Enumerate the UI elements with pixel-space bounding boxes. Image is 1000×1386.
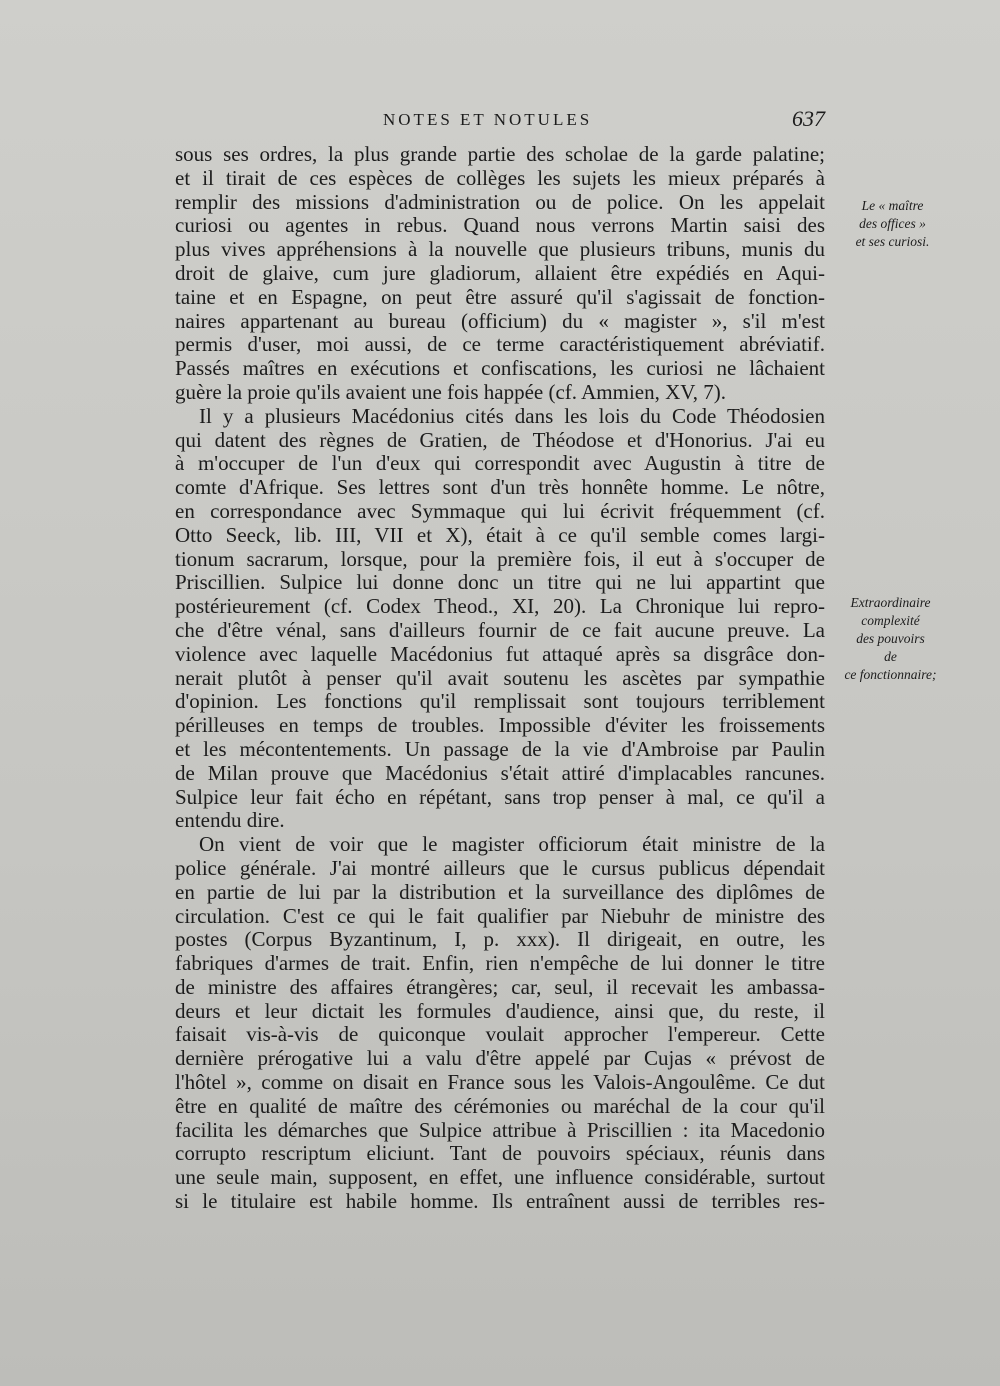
text-line: entendu dire.: [175, 808, 285, 833]
text-line: nerait plutôt à penser qu'il avait soutenu les ascètes par sympathie: [175, 665, 825, 690]
text-line: Priscillien. Sulpice lui donne donc un titre qui ne lui appartint que: [175, 570, 825, 595]
text-line: permis d'user, moi aussi, de ce terme caractéristiquement abréviatif.: [175, 332, 825, 357]
text-line: faisait vis-à-vis de quiconque voulait approcher l'empereur. Cette: [175, 1022, 825, 1047]
text-line: périlleuses en temps de troubles. Impossible d'éviter les froissements: [175, 713, 825, 738]
text-line: curiosi ou agentes in rebus. Quand nous verrons Martin saisi des: [175, 213, 825, 238]
margin-note-maitre-des-offices: [830, 197, 955, 251]
text-line: Il y a plusieurs Macédonius cités dans les lois du Code Théodosien: [199, 403, 825, 428]
margin-note-line: complexité: [861, 613, 920, 628]
text-line: être en qualité de maître des cérémonies ou maréchal de la cour qu'il: [175, 1093, 825, 1118]
text-line: et il tirait de ces espèces de collèges les sujets les mieux préparés à: [175, 165, 825, 190]
margin-note-line: Le « maître: [861, 198, 924, 213]
text-line: de Milan prouve que Macédonius s'était attiré d'implacables rancunes.: [175, 760, 825, 785]
text-line: et les mécontentements. Un passage de la vie d'Ambroise par Paulin: [175, 736, 825, 761]
text-line: Otto Seeck, lib. III, VII et X), était à ce qu'il semble comes largi-: [175, 522, 825, 547]
margin-note-line: des pouvoirs: [856, 631, 925, 646]
page-header: [175, 106, 825, 136]
text-line: si le titulaire est habile homme. Ils entraînent aussi de terribles res-: [175, 1189, 825, 1214]
text-line: che d'être vénal, sans d'ailleurs fournir de ce fait aucune preuve. La: [175, 617, 825, 642]
text-line: dernière prérogative lui a valu d'être appelé par Cujas « prévost de: [175, 1046, 825, 1071]
text-line: postes (Corpus Byzantinum, I, p. xxx). Il dirigeait, en outre, les: [175, 927, 825, 952]
text-line: Passés maîtres en exécutions et confiscations, les curiosi ne lâchaient: [175, 356, 825, 381]
text-line: à m'occuper de l'un d'eux qui correspondit avec Augustin à titre de: [175, 451, 825, 476]
margin-note-line: ce fonctionnaire;: [844, 667, 937, 682]
margin-note-line: des offices »: [859, 216, 926, 231]
text-line: plus vives appréhensions à la nouvelle que plusieurs tribuns, munis du: [175, 237, 825, 262]
text-line: l'hôtel », comme on disait en France sous les Valois-Angoulême. Ce dut: [175, 1070, 825, 1095]
text-line: police générale. J'ai montré ailleurs que le cursus publicus dépendait: [175, 855, 825, 880]
running-title: NOTES ET NOTULES: [383, 110, 593, 129]
text-line: de ministre des affaires étrangères; car, seul, il recevait les ambassa-: [175, 974, 825, 999]
text-line: en partie de lui par la distribution et la surveillance des diplômes de: [175, 879, 825, 904]
text-line: violence avec laquelle Macédonius fut attaqué après sa disgrâce don-: [175, 641, 825, 666]
text-line: d'opinion. Les fonctions qu'il remplissait sont toujours terriblement: [175, 689, 825, 714]
text-line: naires appartenant au bureau (officium) du « magister », s'il m'est: [175, 308, 825, 333]
text-line: comte d'Afrique. Ses lettres sont d'un très honnête homme. Le nôtre,: [175, 475, 825, 500]
text-line: sous ses ordres, la plus grande partie des scholae de la garde palatine;: [175, 142, 825, 166]
text-line: qui datent des règnes de Gratien, de Théodose et d'Honorius. J'ai eu: [175, 427, 825, 452]
text-line: tionum sacrarum, lorsque, pour la première fois, il eut à s'occuper de: [175, 546, 825, 571]
body-text: [175, 143, 825, 1214]
text-line: droit de glaive, cum jure gladiorum, allaient être expédiés en Aqui-: [175, 260, 825, 285]
text-line: Sulpice leur fait écho en répétant, sans trop penser à mal, ce qu'il a: [175, 784, 825, 809]
margin-note-line: Extraordinaire: [850, 595, 931, 610]
text-line: corrupto rescriptum eliciunt. Tant de pouvoirs spéciaux, réunis dans: [175, 1141, 825, 1166]
text-line: deurs et leur dictait les formules d'audience, ainsi que, du reste, il: [175, 998, 825, 1023]
margin-note-line: de: [884, 649, 897, 664]
text-line: en correspondance avec Symmaque qui lui écrivit fréquemment (cf.: [175, 498, 825, 523]
text-line: postérieurement (cf. Codex Theod., XI, 20). La Chronique lui repro-: [175, 594, 825, 619]
text-line: On vient de voir que le magister officiorum était ministre de la: [199, 832, 825, 857]
page-number: 637: [792, 106, 825, 131]
text-line: fabriques d'armes de trait. Enfin, rien n'empêche de lui donner le titre: [175, 951, 825, 976]
margin-note-line: et ses curiosi.: [855, 234, 930, 249]
text-line: facilita les démarches que Sulpice attribue à Priscillien : ita Macedonio: [175, 1117, 825, 1142]
text-line: remplir des missions d'administration ou de police. On les appelait: [175, 189, 825, 214]
text-line: taine et en Espagne, on peut être assuré qu'il s'agissait de fonction-: [175, 284, 825, 309]
text-line: une seule main, supposent, en effet, une influence considérable, surtout: [175, 1165, 825, 1190]
text-line: guère la proie qu'ils avaient une fois happée (cf. Ammien, XV, 7).: [175, 379, 726, 404]
text-line: circulation. C'est ce qui le fait qualifier par Niebuhr de ministre des: [175, 903, 825, 928]
margin-note-complexite: [828, 594, 953, 684]
